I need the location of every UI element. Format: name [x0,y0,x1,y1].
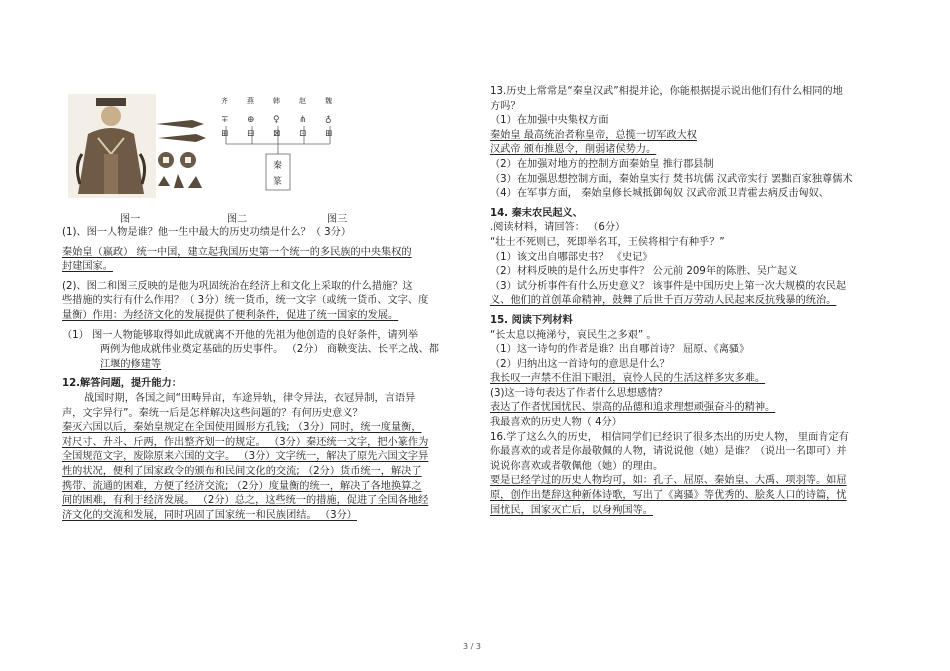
svg-text:⊟: ⊟ [247,129,255,139]
right-text-line: 秦始皇 最高统治者称皇帝，总揽一切军政大权 [490,129,697,141]
right-text-line: 16.学了这么久的历史， 相信同学们已经识了很多杰出的历史人物， 里面肯定有 [490,431,849,443]
right-text-line: 15. 阅读下列材料 [490,314,573,326]
qin-shi-huang-portrait-icon [68,94,156,198]
figure-captions [62,206,472,226]
state-qi-label: 齐 [221,97,228,105]
left-text-line: 声，文字异行”。秦统一后是怎样解决这些问题的？有何历史意义？ [62,407,363,419]
figure-caption-3: 图三 [327,214,348,225]
right-text-line: （1）这一诗句的作者是谁？出自哪首诗？ 屈原、《离骚》 [490,344,750,356]
svg-text:⊡: ⊡ [299,129,307,139]
left-text-block [62,226,472,523]
right-text-block [490,85,900,518]
right-text-line: 我最喜欢的历史人物（ 4分） [490,417,622,429]
right-text-line: 汉武帝 颁布推恩令，削弱诸侯势力。 [490,144,657,156]
right-text-line: 14. 秦末农民起义、 [490,207,583,219]
left-text-line: 性的状况，便利了国家政令的颁布和民间文化的交流; （2分）货币统一，解决了 [62,465,422,477]
page-number: 3 / 3 [463,642,481,651]
svg-text:⊕: ⊕ [247,115,255,125]
right-text-line: （1）该文出自哪部史书？ 《史记》 [490,251,653,263]
left-text-line: 秦始皇（嬴政） 统一中国，建立起我国历史第一个统一的多民族的中央集权的 [62,246,412,258]
script-unification-diagram [212,96,347,198]
zhuan-label: 篆 [273,177,283,187]
left-text-line: 战国时期，各国之间“田畴异亩，车途异轨，律令异法，衣冠异制，言语异 [84,392,416,404]
right-text-line: （1）在加强中央集权方面 [490,115,609,127]
figure-row [62,88,472,206]
right-text-line: 表达了作者忧国忧民、崇高的品德和追求理想顽强奋斗的精神。 [490,402,776,414]
right-text-line: 方吗？ [490,100,521,112]
svg-text:⊠: ⊠ [273,129,281,139]
right-text-line: 你最喜欢的或者是你最敬佩的人物，请说说他（她）是谁？（说出一名即可）并 [490,446,847,458]
right-text-line: （3）试分析事件有什么历史意义？ 该事件是中国历史上第一次大规模的农民起 [490,280,847,292]
left-text-line: 些措施的实行有什么作用？（ 3分）统一货币，统一文字（或统一货币、文字、度 [62,295,429,307]
ancient-currency-icon [152,114,210,198]
left-text-line: 封建国家。 [62,261,113,273]
right-text-line: (3)这一诗句表达了作者什么思想感情？ [490,387,668,399]
right-text-line: .阅读材料，请回答： （6分） [490,222,626,234]
left-text-line: （1） 图一人物能够取得如此成就离不开他的先祖为他创造的良好条件，请列举 [62,329,419,341]
left-column [62,88,472,523]
svg-text:⋔: ⋔ [299,115,307,125]
svg-text:♁: ♁ [325,115,332,125]
state-zhao-label: 赵 [299,97,306,105]
left-text-line: (2)、图二和图三反映的是他为巩固统治在经济上和文化上采取的什么措施？这 [62,280,413,292]
left-text-line: 江堰的修建等 [100,358,162,370]
right-column [490,85,900,518]
state-yan-label: 燕 [247,97,254,105]
left-text-line: 携带、流通的困难，方便了经济交流; （2分）度量衡的统一，解决了各地换算之 [62,480,422,492]
state-han-label: 韩 [273,97,280,105]
right-text-line: 原，创作出楚辞这种新体诗歌，写出了《离骚》等优秀的、脍炙人口的诗篇，忧 [490,490,847,502]
svg-text:⊞: ⊞ [221,129,229,139]
right-text-line: （2）归纳出这一首诗句的意思是什么？ [490,358,670,370]
right-text-line: 13.历史上常常是“秦皇汉武”相提并论，你能根据提示说出他们有什么相同的地 [490,86,843,97]
right-text-line: 要是已经学过的历史人物均可，如：孔子、屈原、秦始皇、大禹、项羽等。如屈 [490,475,847,487]
svg-text:♀: ♀ [273,115,280,125]
right-text-line: 国忧民，国家灭亡后，以身殉国等。 [490,504,653,516]
right-text-line: 我长叹一声禁不住泪下眼沮，哀怜人民的生活这样多灾多难。 [490,373,766,385]
svg-text:∓: ∓ [221,115,229,125]
figure-caption-1: 图一 [120,214,141,225]
left-text-line: 12.解答问题，提升能力： [62,378,182,390]
left-text-line: 秦灭六国以后，秦始皇规定在全国使用圆形方孔钱; （3分）同时，统一度量衡， [62,422,422,434]
right-text-line: （4）在军事方面， 秦始皇修长城抵御匈奴 汉武帝派卫青霍去病反击匈奴、 [490,188,829,200]
left-text-line: 全国规范文字，废除原来六国的文字。 （3分）文字统一，解决了原先六国文字异 [62,451,429,463]
right-text-line: （3）在加强思想控制方面，秦始皇实行 焚书坑儒 汉武帝实行 罢黜百家独尊儒术 [490,173,853,185]
figure-caption-2: 图二 [227,214,248,225]
left-text-line: 两例为他成就伟业奠定基础的历史事件。 （2分） 商鞅变法、长平之战、都 [100,344,439,356]
left-text-line: 对尺寸、升斗、斤两，作出整齐划一的规定。 （3分）秦还统一文字，把小篆作为 [62,436,429,448]
left-text-line: (1)、图一人物是谁？他一生中最大的历史功绩是什么？（ 3分） [62,227,352,238]
right-text-line: （2）材料反映的是什么历史事件？ 公元前 209年的陈胜、吴广起义 [490,266,798,278]
right-text-line: 义、他们的首创革命精神，鼓舞了后世千百万劳动人民起来反抗残暴的统治。 [490,295,837,307]
qin-label: 秦 [273,161,283,171]
left-text-line: 济文化的交流和发展，同时巩固了国家统一和民族团结。 （3分） [62,509,357,521]
right-text-line: “壮士不死则已，死即举名耳，王侯将相宁有种乎？” [490,236,725,248]
right-text-line: “长太息以掩涕兮，哀民生之多艰” 。 [490,329,657,341]
state-wei-label: 魏 [325,97,332,105]
right-text-line: （2）在加强对地方的控制方面秦始皇 推行郡县制 [490,158,714,170]
right-text-line: 说说你喜欢或者敬佩他（她）的理由。 [490,460,664,472]
left-text-line: 量衡）作用：为经济文化的发展提供了便利条件，促进了统一国家的发展。 [62,309,399,321]
svg-text:⊞: ⊞ [325,129,333,139]
left-text-line: 间的困难，有利于经济发展。 （2分）总之，这些统一的措施，促进了全国各地经 [62,495,429,507]
